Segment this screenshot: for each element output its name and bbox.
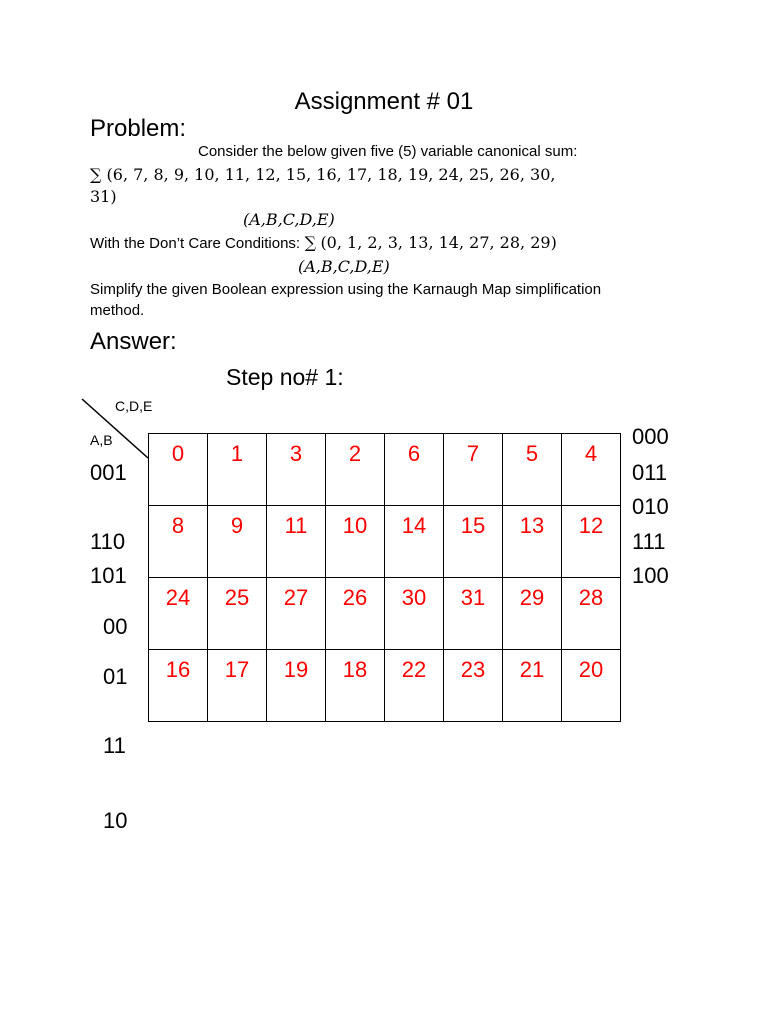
variables-subscript: (A,B,C,D,E) — [243, 210, 335, 229]
kmap-row — [149, 434, 621, 506]
kmap-cell: 19 — [267, 650, 326, 722]
kmap-cell: 5 — [503, 434, 562, 506]
kmap-cell: 28 — [562, 578, 621, 650]
kmap-cell: 26 — [326, 578, 385, 650]
kmap-cell: 20 — [562, 650, 621, 722]
kmap-cell: 18 — [326, 650, 385, 722]
kmap-cell: 16 — [149, 650, 208, 722]
dont-care-line — [90, 233, 557, 253]
kmap-row — [149, 506, 621, 578]
kmap-cell: 30 — [385, 578, 444, 650]
kmap-row — [149, 650, 621, 722]
right-label-111: 111 — [632, 529, 666, 554]
kmap-cell: 10 — [326, 506, 385, 578]
kmap-cell: 6 — [385, 434, 444, 506]
left-label-10: 10 — [103, 808, 128, 833]
kmap-cell: 11 — [267, 506, 326, 578]
kmap-cell: 15 — [444, 506, 503, 578]
kmap-cell: 12 — [562, 506, 621, 578]
dont-care-terms: (0, 1, 2, 3, 13, 14, 27, 28, 29) — [320, 233, 557, 252]
kmap-cell: 13 — [503, 506, 562, 578]
kmap-cell: 22 — [385, 650, 444, 722]
left-label-101: 101 — [90, 563, 127, 588]
kmap-row — [149, 578, 621, 650]
kmap-cell: 9 — [208, 506, 267, 578]
kmap-cell: 27 — [267, 578, 326, 650]
left-label-00: 00 — [103, 614, 128, 639]
kmap-cell: 24 — [149, 578, 208, 650]
minterm-expression — [90, 165, 555, 184]
kmap-cell: 8 — [149, 506, 208, 578]
kmap-cell: 0 — [149, 434, 208, 506]
minterm-list-line1: (6, 7, 8, 9, 10, 11, 12, 15, 16, 17, 18, 19, 24, 25, 26, 30, — [106, 165, 556, 184]
left-label-001: 001 — [90, 460, 127, 485]
left-label-01: 01 — [103, 664, 128, 689]
page-title: Assignment # 01 — [294, 88, 474, 115]
right-label-000: 000 — [632, 424, 669, 449]
kmap-cell: 1 — [208, 434, 267, 506]
instruction-line1: Simplify the given Boolean expression using the Karnaugh Map simplification — [90, 281, 602, 298]
kmap-cell: 23 — [444, 650, 503, 722]
kmap-row-variables: A,B — [90, 432, 113, 448]
left-label-11: 11 — [103, 733, 126, 758]
kmap-cell: 14 — [385, 506, 444, 578]
answer-heading: Answer: — [90, 328, 177, 355]
kmap-cell: 29 — [503, 578, 562, 650]
dont-care-variables: (A,B,C,D,E) — [298, 257, 390, 276]
kmap-cell: 2 — [326, 434, 385, 506]
step-heading: Step no# 1: — [226, 364, 344, 390]
dont-care-sum-symbol: ∑ — [304, 233, 316, 252]
kmap-cell: 4 — [562, 434, 621, 506]
right-label-011: 011 — [632, 460, 668, 485]
kmap-cell: 31 — [444, 578, 503, 650]
instruction-line2: method. — [90, 302, 145, 319]
karnaugh-map — [148, 433, 621, 722]
right-label-100: 100 — [632, 563, 669, 588]
kmap-cell: 17 — [208, 650, 267, 722]
kmap-cell: 3 — [267, 434, 326, 506]
minterm-list-line2: 31) — [90, 187, 117, 206]
problem-heading: Problem: — [90, 115, 187, 142]
left-label-110: 110 — [90, 529, 126, 554]
kmap-column-variables: C,D,E — [115, 398, 153, 414]
dont-care-label: With the Don’t Care Conditions: — [90, 235, 301, 252]
kmap-cell: 7 — [444, 434, 503, 506]
right-label-010: 010 — [632, 494, 669, 519]
kmap-cell: 21 — [503, 650, 562, 722]
kmap-cell: 25 — [208, 578, 267, 650]
sum-symbol: ∑ — [90, 165, 102, 184]
problem-intro: Consider the below given five (5) variable canonical sum: — [198, 143, 578, 160]
